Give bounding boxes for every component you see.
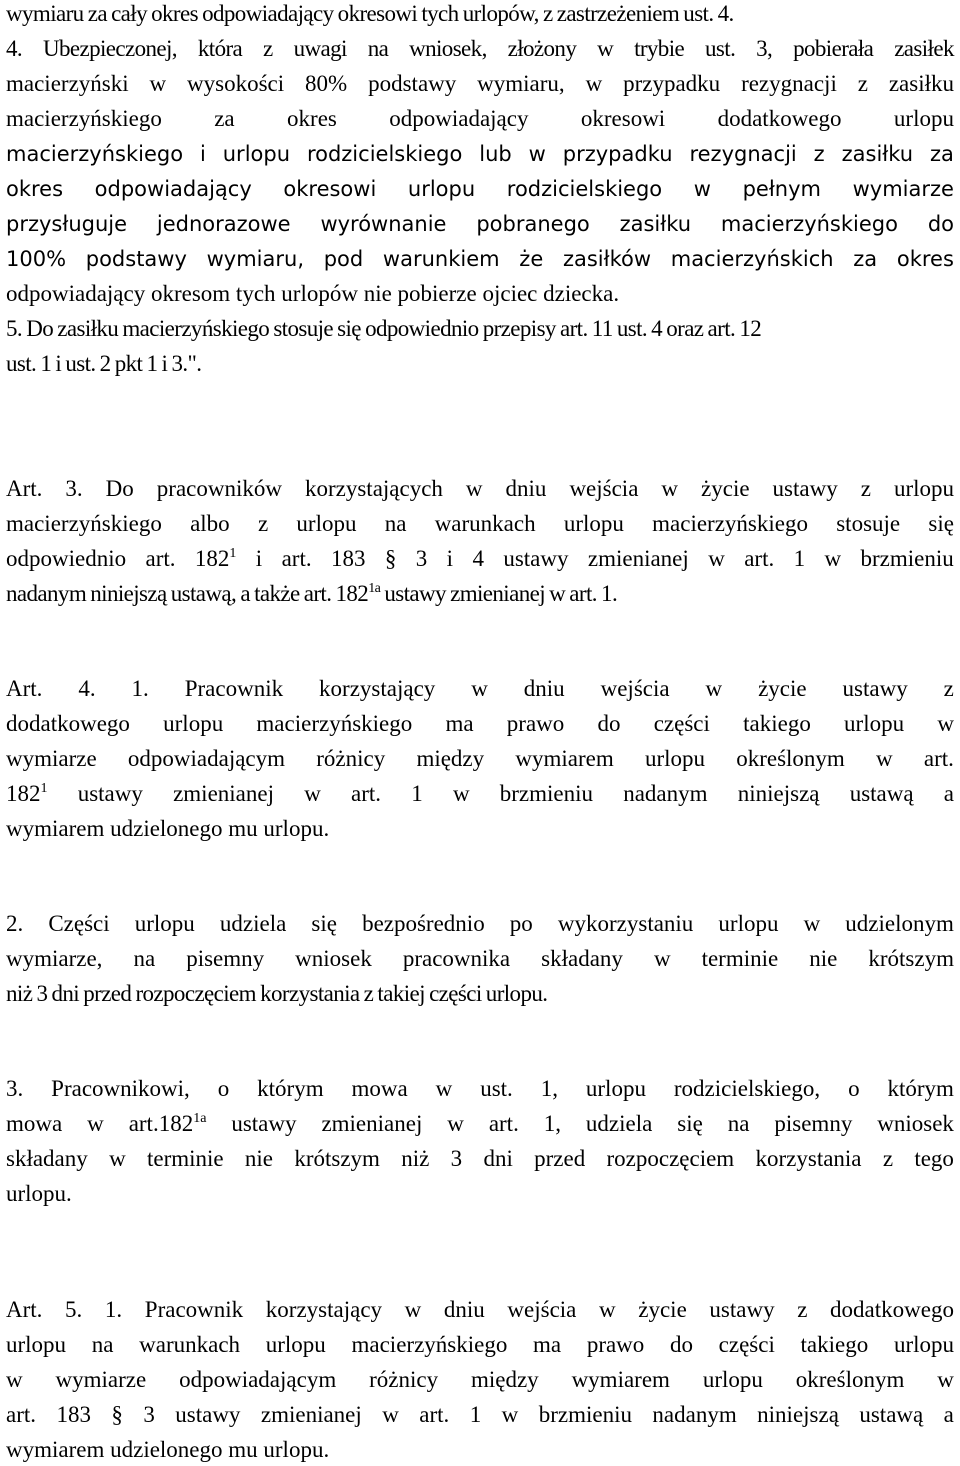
word: 1, — [543, 1111, 561, 1136]
word: wymiaru, — [206, 247, 304, 271]
word: krótszym — [294, 1146, 380, 1171]
word: części — [718, 1332, 775, 1357]
word: udziela — [219, 911, 287, 936]
word: dodatkowego — [6, 711, 130, 736]
word: i — [446, 546, 454, 571]
word: warunkach — [434, 511, 536, 536]
word: rodzicielskiego — [506, 177, 663, 201]
word: mowa — [351, 1076, 408, 1101]
text-line — [6, 510, 954, 540]
text-line: wymiarem udzielonego mu urlopu. — [6, 816, 330, 841]
word: do — [669, 1332, 693, 1357]
word: mowa — [6, 1111, 63, 1136]
word: odpowiednio — [6, 546, 127, 571]
word: zmienianej — [587, 546, 689, 571]
word: urlopu — [222, 142, 291, 166]
word: pracowników — [156, 476, 282, 501]
word: pod — [323, 247, 364, 271]
word: urlopu — [893, 476, 954, 501]
word: urlopu — [265, 1332, 326, 1357]
word: za — [930, 142, 954, 166]
word: z — [257, 511, 269, 536]
word: dniu — [523, 676, 565, 701]
word: okresowi — [580, 106, 666, 131]
word: wymiarze — [6, 746, 97, 771]
word: o — [848, 1076, 860, 1101]
word: w — [6, 1367, 23, 1392]
word: Części — [48, 911, 110, 936]
word: do — [597, 711, 621, 736]
word: ustawą — [849, 781, 914, 806]
word: okres — [896, 247, 954, 271]
text-line — [6, 780, 954, 810]
word: lub — [479, 142, 512, 166]
word: macierzyńskiego — [652, 511, 808, 536]
word: dniu — [443, 1297, 485, 1322]
word: 3 — [415, 546, 428, 571]
word: 4. — [78, 676, 96, 701]
word: 80% — [305, 71, 348, 96]
word: macierzyński — [6, 71, 129, 96]
word: w — [824, 546, 842, 571]
word: warunkach — [139, 1332, 241, 1357]
word: udzielonym — [845, 911, 954, 936]
word: Pracownikowi, — [51, 1076, 190, 1101]
word: macierzyńskiego — [6, 106, 162, 131]
word: urlopu — [893, 1332, 954, 1357]
word: dniu — [505, 476, 547, 501]
word: wyrównanie — [320, 212, 447, 236]
word: jednorazowe — [156, 212, 291, 236]
word: określonym — [736, 746, 845, 771]
word: życie — [758, 676, 807, 701]
word: urlopu — [844, 711, 905, 736]
text-line — [6, 675, 954, 705]
word: w — [661, 476, 679, 501]
word: w — [435, 1076, 453, 1101]
word: dni — [483, 1146, 513, 1171]
word: art. — [6, 1402, 37, 1427]
word: którym — [257, 1076, 324, 1101]
word: zmienianej — [260, 1402, 362, 1427]
text-line — [6, 1110, 954, 1140]
word: albo — [190, 511, 230, 536]
word: za — [214, 106, 235, 131]
word: złożony — [507, 36, 577, 61]
text-line — [6, 1145, 954, 1175]
word: życie — [638, 1297, 687, 1322]
word: urlopu — [893, 106, 954, 131]
text-line — [6, 745, 954, 775]
word: w — [876, 746, 893, 771]
word: wniosek — [295, 946, 372, 971]
word: art. — [145, 546, 176, 571]
word: na — [91, 1332, 114, 1357]
word: nie — [809, 946, 838, 971]
word: prawo — [506, 711, 565, 736]
text-line — [6, 1296, 954, 1326]
word: 183 — [330, 546, 366, 571]
word: urlopu — [563, 511, 624, 536]
text-line — [6, 545, 954, 575]
word: niniejszą — [757, 1402, 839, 1427]
word: takiego — [743, 711, 811, 736]
word: w — [304, 781, 321, 806]
word: art. — [351, 781, 382, 806]
word: ustawy — [709, 1297, 775, 1322]
word: w — [471, 676, 488, 701]
word: wysokości — [187, 71, 285, 96]
word: korzystających — [304, 476, 443, 501]
word: zasiłku — [619, 212, 692, 236]
word: rozpoczęciem — [606, 1146, 735, 1171]
word: zasiłków — [562, 247, 652, 271]
word: korzystający — [265, 1297, 383, 1322]
word: do — [927, 212, 954, 236]
text-line — [6, 35, 954, 65]
word: przysługuje — [6, 212, 128, 236]
word: z — [943, 676, 954, 701]
word: życie — [701, 476, 750, 501]
text-line — [6, 1366, 954, 1396]
text-line — [6, 1331, 954, 1361]
text-line — [6, 475, 954, 505]
word: na — [367, 36, 389, 61]
word: rodzicielskiego, — [673, 1076, 821, 1101]
word: odpowiadającym — [179, 1367, 337, 1392]
word: składany — [6, 1146, 88, 1171]
word: ust. — [480, 1076, 513, 1101]
word: nadanym — [623, 781, 708, 806]
word: w — [653, 946, 671, 971]
word: macierzyńskiego — [256, 711, 413, 736]
word: się — [311, 911, 337, 936]
word: podstawy — [85, 247, 187, 271]
word: art. — [923, 746, 954, 771]
word: Ubezpieczonej, — [42, 36, 177, 61]
word: i — [199, 142, 206, 166]
word: w — [597, 36, 614, 61]
word: określonym — [795, 1367, 905, 1392]
word: terminie — [146, 1146, 224, 1171]
word: bezpośrednio — [362, 911, 485, 936]
word: urlopu — [585, 1076, 646, 1101]
text-line: urlopu. — [6, 1181, 72, 1206]
word: 100% — [6, 247, 67, 271]
text-line — [6, 1401, 954, 1431]
word: w — [501, 1402, 519, 1427]
word: o — [217, 1076, 230, 1101]
word: wymiarem — [571, 1367, 670, 1392]
word: ustawy — [842, 676, 908, 701]
word: w — [937, 1367, 954, 1392]
text-line: nadanym niniejszą ustawą, a także art. $182^{1a}$ ustawy zmienianej w art. 1. — [6, 581, 618, 606]
word: w — [599, 1297, 616, 1322]
word: zasiłku — [888, 71, 954, 96]
word: Art. — [6, 1297, 43, 1322]
word: stosuje — [836, 511, 901, 536]
word: pobranego — [476, 212, 590, 236]
word: 3. — [65, 476, 83, 501]
word: w — [528, 142, 546, 166]
word: różnicy — [316, 746, 386, 771]
word: ustawy — [77, 781, 143, 806]
word: $182^1$ — [194, 546, 237, 571]
word: okres — [6, 177, 64, 201]
word: części — [653, 711, 710, 736]
word: w — [382, 1402, 399, 1427]
word: takiego — [800, 1332, 869, 1357]
word: pisemny — [186, 946, 265, 971]
word: urlopu — [702, 1367, 763, 1392]
word: w — [585, 71, 603, 96]
word: Pracownik — [144, 1297, 244, 1322]
word: zasiłek — [894, 36, 954, 61]
word: tego — [914, 1146, 954, 1171]
word: pisemny — [774, 1111, 853, 1136]
word: niniejszą — [737, 781, 820, 806]
word: że — [519, 247, 544, 271]
word: przypadku — [562, 142, 673, 166]
word: pobierała — [793, 36, 874, 61]
word: wniosek, — [409, 36, 487, 61]
word: 1, — [540, 1076, 558, 1101]
word: wykorzystaniu — [557, 911, 694, 936]
word: w — [705, 676, 723, 701]
word: § — [384, 546, 397, 571]
word: po — [509, 911, 533, 936]
word: którym — [887, 1076, 954, 1101]
word: w — [447, 1111, 464, 1136]
word: prawo — [586, 1332, 645, 1357]
text-line: wymiarem udzielonego mu urlopu. — [6, 1437, 330, 1462]
word: 5. — [65, 1297, 83, 1322]
word: w — [708, 546, 725, 571]
text-line — [6, 710, 954, 740]
word: 3. — [6, 1076, 24, 1101]
word: 1 — [411, 781, 423, 806]
word: na — [384, 511, 407, 536]
word: krótszym — [868, 946, 954, 971]
word: art. — [488, 1111, 519, 1136]
word: art. — [744, 546, 775, 571]
word: w — [87, 1111, 104, 1136]
word: niż — [401, 1146, 430, 1171]
word: 183 — [56, 1402, 91, 1427]
word: rodzicielskiego — [306, 142, 463, 166]
word: wniosek — [877, 1111, 954, 1136]
word: na — [133, 946, 156, 971]
word: 4. — [6, 36, 23, 61]
word: urlopu — [134, 911, 195, 936]
text-line — [6, 175, 954, 205]
word: korzystania — [755, 1146, 862, 1171]
word: zmienianej — [173, 781, 274, 806]
word: § — [111, 1402, 123, 1427]
word: przed — [534, 1146, 586, 1171]
word: za — [853, 247, 878, 271]
word: 1 — [793, 546, 806, 571]
text-line — [6, 1075, 954, 1105]
word: dodatkowego — [830, 1297, 954, 1322]
word: a — [943, 781, 954, 806]
word: z — [813, 142, 825, 166]
word: z — [263, 36, 273, 61]
word: macierzyńskich — [670, 247, 834, 271]
word: ustawą — [859, 1402, 924, 1427]
text-line: niż 3 dni przed rozpoczęciem korzystania z takiej części urlopu. — [6, 981, 548, 1006]
text-line — [6, 140, 954, 170]
text-line — [6, 210, 954, 240]
word: macierzyńskiego — [6, 142, 184, 166]
word: Do — [105, 476, 134, 501]
word: brzmieniu — [538, 1402, 632, 1427]
text-line: wymiaru za cały okres odpowiadający okresowi tych urlopów, z zastrzeżeniem ust. 4. — [6, 1, 734, 26]
word: pełnym — [742, 177, 821, 201]
text-line: odpowiadający okresom tych urlopów nie pobierze ojciec dziecka. — [6, 281, 620, 306]
word: 1. — [131, 676, 149, 701]
word: w — [693, 177, 711, 201]
word: w — [465, 476, 483, 501]
word: ustawy — [772, 476, 838, 501]
word: wymiarze — [55, 1367, 147, 1392]
word: 1 — [469, 1402, 482, 1427]
word: zasiłku — [841, 142, 914, 166]
word: urlopu — [407, 177, 476, 201]
word: w — [404, 1297, 422, 1322]
word: w — [803, 911, 821, 936]
word: macierzyńskiego — [351, 1332, 508, 1357]
word: terminie — [701, 946, 779, 971]
word: odpowiadającym — [127, 746, 286, 771]
word: 2. — [6, 911, 24, 936]
word: rezygnacji — [689, 142, 797, 166]
word: Art. — [6, 476, 43, 501]
word: ustawy — [231, 1111, 297, 1136]
word: składany — [541, 946, 623, 971]
text-line — [6, 70, 954, 100]
word: która — [197, 36, 243, 61]
text-line — [6, 910, 954, 940]
word: wymiarze, — [6, 946, 103, 971]
word: w — [109, 1146, 126, 1171]
word: 3 — [143, 1402, 155, 1427]
text-line: ust. 1 i ust. 2 pkt 1 i 3.". — [6, 351, 202, 376]
word: wejścia — [507, 1297, 577, 1322]
word: wymiarem — [515, 746, 614, 771]
word: art. — [419, 1402, 450, 1427]
word: urlopu — [718, 911, 779, 936]
word: trybie — [634, 36, 685, 61]
word: 3, — [756, 36, 773, 61]
text-line — [6, 105, 954, 135]
word: i — [255, 546, 263, 571]
text-line: 5. Do zasiłku macierzyńskiego stosuje się odpowiednio przepisy art. 11 ust. 4 oraz art. 12 — [6, 316, 762, 341]
word: brzmieniu — [860, 546, 954, 571]
word: wejścia — [569, 476, 639, 501]
word: w — [452, 781, 470, 806]
word: z — [857, 71, 868, 96]
word: Art. — [6, 676, 43, 701]
word: urlopu — [163, 711, 224, 736]
word: wymiaru, — [477, 71, 565, 96]
word: nadanym — [652, 1402, 737, 1427]
word: urlopu — [644, 746, 705, 771]
word: ma — [533, 1332, 562, 1357]
text-line — [6, 945, 954, 975]
word: uwagi — [293, 36, 347, 61]
word: między — [470, 1367, 539, 1392]
word: art. — [281, 546, 312, 571]
word: rezygnacji — [741, 71, 837, 96]
word: 4 — [472, 546, 484, 571]
word: na — [727, 1111, 750, 1136]
word: $art.182^{1a}$ — [128, 1111, 207, 1136]
word: macierzyńskiego — [6, 511, 162, 536]
word: ustawy — [503, 546, 569, 571]
word: ustawy — [175, 1402, 241, 1427]
word: 3 — [450, 1146, 463, 1171]
word: przypadku — [623, 71, 721, 96]
word: pracownika — [402, 946, 511, 971]
word: wejścia — [600, 676, 670, 701]
word: nie — [244, 1146, 274, 1171]
word: z — [882, 1146, 894, 1171]
word: $182^1$ — [6, 781, 48, 806]
word: się — [928, 511, 954, 536]
word: się — [677, 1111, 703, 1136]
word: okresowi — [283, 177, 377, 201]
word: dodatkowego — [717, 106, 842, 131]
text-line — [6, 245, 954, 275]
word: udziela — [585, 1111, 653, 1136]
word: z — [860, 476, 871, 501]
word: urlopu — [6, 1332, 67, 1357]
word: różnicy — [369, 1367, 439, 1392]
word: 1. — [104, 1297, 123, 1322]
word: Pracownik — [184, 676, 284, 701]
word: warunkiem — [382, 247, 500, 271]
word: ma — [445, 711, 474, 736]
word: a — [943, 1402, 954, 1427]
word: podstawy — [368, 71, 457, 96]
word: odpowiadający — [389, 106, 529, 131]
word: między — [416, 746, 485, 771]
word: brzmieniu — [499, 781, 594, 806]
word: w — [149, 71, 167, 96]
word: ust. — [705, 36, 736, 61]
word: z — [797, 1297, 808, 1322]
word: macierzyńskiego — [720, 212, 898, 236]
word: odpowiadający — [94, 177, 252, 201]
word: korzystający — [319, 676, 436, 701]
word: okres — [287, 106, 337, 131]
word: w — [937, 711, 954, 736]
word: wymiarze — [852, 177, 954, 201]
word: zmienianej — [321, 1111, 423, 1136]
word: urlopu — [296, 511, 357, 536]
